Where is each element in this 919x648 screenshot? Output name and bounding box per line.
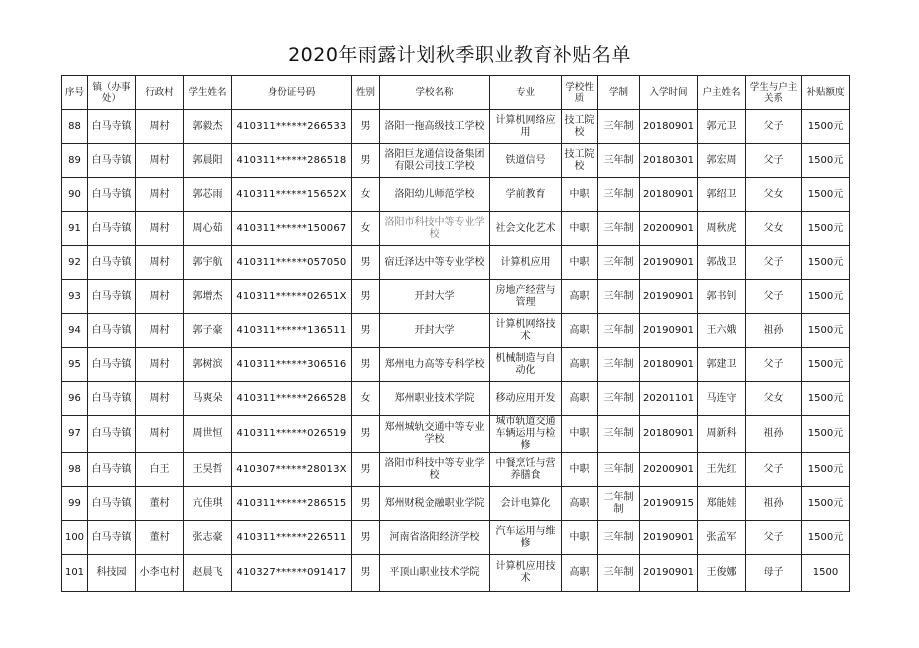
- header-cell: 学生姓名: [184, 76, 232, 110]
- cell-amount: 1500: [802, 555, 850, 592]
- cell-duration: 三年制: [598, 314, 640, 348]
- cell-village: 白王: [136, 453, 184, 487]
- cell-village: 周村: [136, 314, 184, 348]
- cell-village: 周村: [136, 416, 184, 453]
- cell-index: 101: [62, 555, 88, 592]
- cell-school-type: 高职: [562, 280, 598, 314]
- cell-enroll-date: 20190901: [640, 246, 698, 280]
- cell-major: 社会文化艺术: [490, 212, 562, 246]
- header-cell: 学制: [598, 76, 640, 110]
- cell-gender: 男: [352, 416, 380, 453]
- cell-major: 城市轨道交通车辆运用与检修: [490, 416, 562, 453]
- cell-major: 计算机网络应用: [490, 110, 562, 144]
- cell-student: 赵晨飞: [184, 555, 232, 592]
- cell-town: 白马寺镇: [88, 178, 136, 212]
- cell-school: 开封大学: [380, 280, 490, 314]
- cell-householder: 周秋虎: [698, 212, 746, 246]
- cell-duration: 三年制: [598, 521, 640, 555]
- cell-index: 91: [62, 212, 88, 246]
- cell-householder: 周新科: [698, 416, 746, 453]
- cell-town: 白马寺镇: [88, 453, 136, 487]
- cell-duration: 三年制: [598, 280, 640, 314]
- cell-duration: 三年制: [598, 144, 640, 178]
- cell-id: 410307******28013X: [232, 453, 352, 487]
- cell-major: 会计电算化: [490, 487, 562, 521]
- cell-relation: 祖孙: [746, 314, 802, 348]
- table-row: [62, 416, 850, 453]
- cell-index: 100: [62, 521, 88, 555]
- cell-id: 410311******286515: [232, 487, 352, 521]
- cell-town: 白马寺镇: [88, 382, 136, 416]
- cell-school: 郑州财税金融职业学院: [380, 487, 490, 521]
- cell-amount: 1500元: [802, 246, 850, 280]
- cell-school-type: 高职: [562, 382, 598, 416]
- cell-index: 99: [62, 487, 88, 521]
- cell-school: 洛阳市科技中等专业学校: [380, 212, 490, 246]
- cell-enroll-date: 20200901: [640, 453, 698, 487]
- cell-school: 郑州职业技术学院: [380, 382, 490, 416]
- cell-householder: 马连守: [698, 382, 746, 416]
- cell-major: 计算机网络技术: [490, 314, 562, 348]
- cell-amount: 1500元: [802, 144, 850, 178]
- cell-school: 平顶山职业技术学院: [380, 555, 490, 592]
- cell-householder: 郭书钊: [698, 280, 746, 314]
- cell-relation: 父子: [746, 246, 802, 280]
- cell-relation: 祖孙: [746, 487, 802, 521]
- cell-gender: 男: [352, 348, 380, 382]
- cell-amount: 1500元: [802, 178, 850, 212]
- cell-village: 周村: [136, 348, 184, 382]
- cell-enroll-date: 20201101: [640, 382, 698, 416]
- cell-duration: 三年制: [598, 348, 640, 382]
- cell-enroll-date: 20190901: [640, 280, 698, 314]
- header-cell: 入学时间: [640, 76, 698, 110]
- cell-duration: 三年制: [598, 453, 640, 487]
- cell-gender: 男: [352, 280, 380, 314]
- cell-householder: 郭元卫: [698, 110, 746, 144]
- cell-school: 开封大学: [380, 314, 490, 348]
- cell-student: 张志豪: [184, 521, 232, 555]
- cell-duration: 三年制: [598, 416, 640, 453]
- cell-town: 白马寺镇: [88, 280, 136, 314]
- cell-town: 白马寺镇: [88, 521, 136, 555]
- cell-major: 计算机应用技术: [490, 555, 562, 592]
- cell-village: 周村: [136, 246, 184, 280]
- cell-school: 郑州城轨交通中等专业学校: [380, 416, 490, 453]
- cell-town: 白马寺镇: [88, 416, 136, 453]
- cell-amount: 1500元: [802, 314, 850, 348]
- cell-school: 洛阳幼儿师范学校: [380, 178, 490, 212]
- table-row: [62, 555, 850, 592]
- cell-school-type: 高职: [562, 487, 598, 521]
- cell-amount: 1500元: [802, 521, 850, 555]
- cell-index: 98: [62, 453, 88, 487]
- header-cell: 户主姓名: [698, 76, 746, 110]
- cell-id: 410311******136511: [232, 314, 352, 348]
- cell-school-type: 高职: [562, 314, 598, 348]
- cell-id: 410311******226511: [232, 521, 352, 555]
- cell-relation: 父子: [746, 144, 802, 178]
- cell-school: 洛阳巨龙通信设备集团有限公司技工学校: [380, 144, 490, 178]
- cell-major: 机械制造与自动化: [490, 348, 562, 382]
- cell-school-type: 中职: [562, 246, 598, 280]
- header-cell: 学校性质: [562, 76, 598, 110]
- cell-gender: 男: [352, 453, 380, 487]
- table-row: [62, 280, 850, 314]
- cell-householder: 郑能娃: [698, 487, 746, 521]
- cell-major: 房地产经营与管理: [490, 280, 562, 314]
- cell-gender: 男: [352, 314, 380, 348]
- cell-enroll-date: 20200901: [640, 212, 698, 246]
- cell-town: 白马寺镇: [88, 110, 136, 144]
- cell-town: 白马寺镇: [88, 348, 136, 382]
- cell-amount: 1500元: [802, 453, 850, 487]
- cell-gender: 男: [352, 487, 380, 521]
- cell-student: 郭毅杰: [184, 110, 232, 144]
- table-row: [62, 144, 850, 178]
- cell-village: 周村: [136, 382, 184, 416]
- cell-enroll-date: 20190901: [640, 521, 698, 555]
- cell-householder: 郭战卫: [698, 246, 746, 280]
- cell-householder: 郭建卫: [698, 348, 746, 382]
- cell-town: 白马寺镇: [88, 212, 136, 246]
- table-row: [62, 382, 850, 416]
- cell-index: 94: [62, 314, 88, 348]
- cell-student: 周心茹: [184, 212, 232, 246]
- header-cell: 补贴额度: [802, 76, 850, 110]
- table-row: [62, 348, 850, 382]
- cell-school-type: 高职: [562, 348, 598, 382]
- cell-relation: 父女: [746, 212, 802, 246]
- cell-id: 410311******057050: [232, 246, 352, 280]
- cell-id: 410311******266533: [232, 110, 352, 144]
- cell-amount: 1500元: [802, 110, 850, 144]
- cell-enroll-date: 20180901: [640, 348, 698, 382]
- cell-index: 88: [62, 110, 88, 144]
- header-row: [62, 76, 850, 110]
- cell-index: 93: [62, 280, 88, 314]
- table-row: [62, 487, 850, 521]
- cell-gender: 男: [352, 110, 380, 144]
- table-row: [62, 110, 850, 144]
- cell-index: 96: [62, 382, 88, 416]
- cell-student: 郭宇航: [184, 246, 232, 280]
- header-cell: 学生与户主关系: [746, 76, 802, 110]
- cell-relation: 祖孙: [746, 416, 802, 453]
- cell-relation: 父女: [746, 382, 802, 416]
- subsidy-table: [61, 75, 850, 592]
- cell-school: 宿迁泽达中等专业学校: [380, 246, 490, 280]
- cell-relation: 父子: [746, 521, 802, 555]
- cell-id: 410327******091417: [232, 555, 352, 592]
- cell-town: 白马寺镇: [88, 314, 136, 348]
- cell-enroll-date: 20180901: [640, 416, 698, 453]
- cell-relation: 父子: [746, 453, 802, 487]
- table-row: [62, 178, 850, 212]
- cell-id: 410311******15652X: [232, 178, 352, 212]
- cell-student: 王昊哲: [184, 453, 232, 487]
- table-row: [62, 314, 850, 348]
- cell-school-type: 中职: [562, 212, 598, 246]
- page-title: 2020年雨露计划秋季职业教育补贴名单: [288, 44, 631, 66]
- cell-id: 410311******266528: [232, 382, 352, 416]
- cell-relation: 母子: [746, 555, 802, 592]
- cell-householder: 王俊娜: [698, 555, 746, 592]
- cell-gender: 女: [352, 212, 380, 246]
- cell-relation: 父子: [746, 280, 802, 314]
- cell-school-type: 中职: [562, 178, 598, 212]
- header-cell: 身份证号码: [232, 76, 352, 110]
- cell-duration: 三年制: [598, 178, 640, 212]
- cell-index: 97: [62, 416, 88, 453]
- cell-enroll-date: 20180301: [640, 144, 698, 178]
- cell-major: 移动应用开发: [490, 382, 562, 416]
- cell-student: 郭增杰: [184, 280, 232, 314]
- cell-town: 白马寺镇: [88, 487, 136, 521]
- cell-duration: 二年制制: [598, 487, 640, 521]
- cell-id: 410311******286518: [232, 144, 352, 178]
- cell-amount: 1500元: [802, 382, 850, 416]
- cell-gender: 男: [352, 555, 380, 592]
- cell-relation: 父子: [746, 348, 802, 382]
- cell-amount: 1500元: [802, 348, 850, 382]
- cell-village: 小李屯村: [136, 555, 184, 592]
- cell-major: 中餐烹饪与营养膳食: [490, 453, 562, 487]
- cell-index: 89: [62, 144, 88, 178]
- cell-school: 郑州电力高等专科学校: [380, 348, 490, 382]
- header-cell: 学校名称: [380, 76, 490, 110]
- cell-student: 郭芯雨: [184, 178, 232, 212]
- cell-duration: 三年制: [598, 555, 640, 592]
- cell-id: 410311******02651X: [232, 280, 352, 314]
- cell-amount: 1500元: [802, 487, 850, 521]
- cell-amount: 1500元: [802, 280, 850, 314]
- cell-gender: 男: [352, 144, 380, 178]
- header-cell: 序号: [62, 76, 88, 110]
- cell-school: 洛阳市科技中等专业学校: [380, 453, 490, 487]
- cell-village: 董村: [136, 521, 184, 555]
- cell-village: 周村: [136, 144, 184, 178]
- cell-amount: 1500元: [802, 416, 850, 453]
- cell-relation: 父子: [746, 110, 802, 144]
- table-row: [62, 453, 850, 487]
- cell-gender: 女: [352, 382, 380, 416]
- cell-duration: 三年制: [598, 246, 640, 280]
- cell-enroll-date: 20180901: [640, 178, 698, 212]
- cell-id: 410311******026519: [232, 416, 352, 453]
- cell-village: 周村: [136, 110, 184, 144]
- cell-enroll-date: 20190901: [640, 555, 698, 592]
- cell-village: 周村: [136, 212, 184, 246]
- cell-school-type: 中职: [562, 416, 598, 453]
- cell-id: 410311******150067: [232, 212, 352, 246]
- cell-school-type: 高职: [562, 555, 598, 592]
- cell-duration: 三年制: [598, 110, 640, 144]
- cell-major: 铁道信号: [490, 144, 562, 178]
- table-row: [62, 212, 850, 246]
- cell-major: 计算机应用: [490, 246, 562, 280]
- cell-student: 郭子豪: [184, 314, 232, 348]
- cell-student: 郭树滨: [184, 348, 232, 382]
- cell-householder: 王六娥: [698, 314, 746, 348]
- cell-school-type: 技工院校: [562, 144, 598, 178]
- cell-enroll-date: 20190901: [640, 314, 698, 348]
- cell-village: 周村: [136, 178, 184, 212]
- cell-index: 90: [62, 178, 88, 212]
- cell-householder: 郭宏周: [698, 144, 746, 178]
- cell-duration: 三年制: [598, 382, 640, 416]
- cell-gender: 男: [352, 521, 380, 555]
- cell-duration: 三年制: [598, 212, 640, 246]
- cell-school-type: 中职: [562, 521, 598, 555]
- cell-student: 郭晨阳: [184, 144, 232, 178]
- cell-school-type: 技工院校: [562, 110, 598, 144]
- cell-student: 亢佳琪: [184, 487, 232, 521]
- cell-relation: 父女: [746, 178, 802, 212]
- header-cell: 专业: [490, 76, 562, 110]
- cell-enroll-date: 20190915: [640, 487, 698, 521]
- cell-school: 洛阳一拖高级技工学校: [380, 110, 490, 144]
- cell-village: 董村: [136, 487, 184, 521]
- cell-town: 科技园: [88, 555, 136, 592]
- cell-gender: 男: [352, 246, 380, 280]
- cell-student: 马爽朵: [184, 382, 232, 416]
- cell-town: 白马寺镇: [88, 144, 136, 178]
- cell-village: 周村: [136, 280, 184, 314]
- cell-householder: 郭绍卫: [698, 178, 746, 212]
- cell-town: 白马寺镇: [88, 246, 136, 280]
- header-cell: 性别: [352, 76, 380, 110]
- cell-school-type: 中职: [562, 453, 598, 487]
- header-cell: 镇（办事处）: [88, 76, 136, 110]
- cell-index: 92: [62, 246, 88, 280]
- table-row: [62, 246, 850, 280]
- cell-gender: 女: [352, 178, 380, 212]
- header-cell: 行政村: [136, 76, 184, 110]
- cell-major: 学前教育: [490, 178, 562, 212]
- cell-major: 汽车运用与维修: [490, 521, 562, 555]
- cell-householder: 张孟军: [698, 521, 746, 555]
- cell-id: 410311******306516: [232, 348, 352, 382]
- cell-householder: 王先红: [698, 453, 746, 487]
- cell-index: 95: [62, 348, 88, 382]
- cell-student: 周世恒: [184, 416, 232, 453]
- cell-school: 河南省洛阳经济学校: [380, 521, 490, 555]
- table-row: [62, 521, 850, 555]
- cell-amount: 1500元: [802, 212, 850, 246]
- cell-enroll-date: 20180901: [640, 110, 698, 144]
